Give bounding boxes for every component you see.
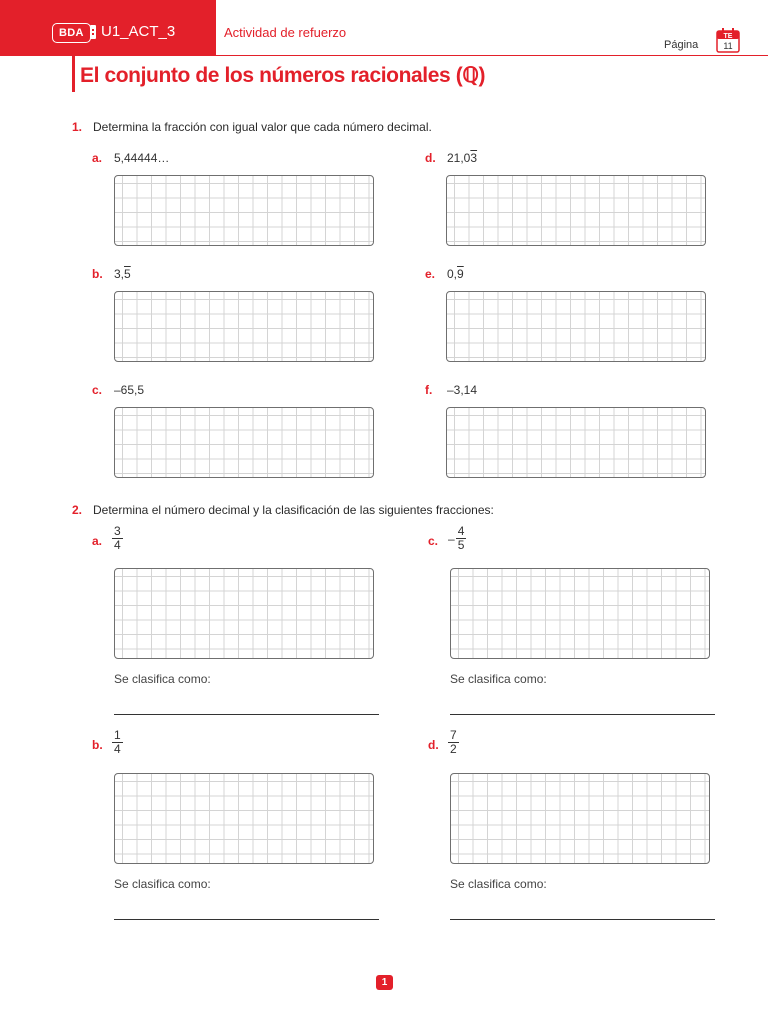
fraction (112, 729, 123, 756)
question-1-number: 1. (72, 120, 83, 134)
item-1d-letter: d. (425, 151, 436, 165)
numerator: 4 (457, 524, 465, 538)
te-label: TE (723, 33, 733, 40)
item-2c-letter: c. (428, 534, 439, 548)
answer-grid-1e[interactable] (446, 291, 706, 362)
question-2-text: Determina el número decimal y la clasificación de las siguientes fracciones: (93, 503, 494, 517)
item-1c-letter: c. (92, 383, 103, 397)
classify-label-2b: Se clasifica como: (114, 877, 211, 891)
item-1a-value: 5,44444… (114, 151, 170, 165)
brand-badge: BDA (52, 23, 91, 43)
item-1d-value (447, 150, 477, 166)
question-1-text: Determina la fracción con igual valor que cada número decimal. (93, 120, 432, 134)
fraction (112, 525, 123, 552)
classify-label-2c: Se clasifica como: (450, 672, 547, 686)
answer-grid-1d[interactable] (446, 175, 706, 246)
classify-label-2d: Se clasifica como: (450, 877, 547, 891)
page-label: Página (664, 39, 699, 51)
item-1a-letter: a. (92, 151, 103, 165)
activity-type: Actividad de refuerzo (224, 25, 347, 40)
answer-grid-1a[interactable] (114, 175, 374, 246)
item-2a-fraction (112, 525, 123, 554)
classify-label-2a: Se clasifica como: (114, 672, 211, 686)
answer-grid-2a[interactable] (114, 568, 374, 659)
item-2b-fraction (112, 729, 123, 758)
title-accent-bar (72, 54, 75, 92)
page-title-text: El conjunto de los números racionales (80, 64, 451, 87)
item-2b-letter: b. (92, 738, 103, 752)
answer-grid-1f[interactable] (446, 407, 706, 478)
activity-code: U1_ACT_3 (101, 23, 176, 40)
minus-sign: – (448, 532, 455, 546)
denominator: 4 (114, 538, 121, 552)
header-rule (216, 55, 768, 56)
item-2c-fraction (448, 525, 466, 554)
numerator: 3 (114, 524, 121, 538)
answer-grid-2d[interactable] (450, 773, 710, 864)
item-1c-value: –65,5 (114, 383, 145, 397)
item-1d-value-int: 21,0 (447, 151, 471, 165)
answer-grid-1b[interactable] (114, 291, 374, 362)
item-1d-value-period: 3 (470, 151, 478, 165)
item-1e-value (447, 266, 464, 282)
item-1e-value-int: 0, (447, 267, 458, 281)
answer-grid-2b[interactable] (114, 773, 374, 864)
item-1b-letter: b. (92, 267, 103, 281)
answer-grid-1c[interactable] (114, 407, 374, 478)
answer-grid-2c[interactable] (450, 568, 710, 659)
answer-line-2b[interactable] (114, 919, 379, 920)
item-1b-value (114, 266, 131, 282)
denominator: 4 (114, 742, 121, 756)
answer-line-2c[interactable] (450, 714, 715, 715)
rational-symbol: (ℚ) (455, 64, 486, 87)
item-2d-letter: d. (428, 738, 439, 752)
page-title (80, 62, 485, 90)
item-1f-value: –3,14 (447, 383, 478, 397)
item-1f-letter: f. (425, 383, 433, 397)
fraction (448, 729, 459, 756)
page-calendar-icon (716, 26, 740, 54)
item-2d-fraction (448, 729, 459, 758)
item-1b-value-int: 3, (114, 267, 125, 281)
item-2a-letter: a. (92, 534, 103, 548)
question-2-number: 2. (72, 503, 83, 517)
header-page-number: 11 (723, 41, 733, 51)
answer-line-2d[interactable] (450, 919, 715, 920)
numerator: 7 (450, 728, 457, 742)
answer-line-2a[interactable] (114, 714, 379, 715)
item-1e-letter: e. (425, 267, 436, 281)
numerator: 1 (114, 728, 121, 742)
denominator: 5 (457, 538, 465, 552)
denominator: 2 (450, 742, 457, 756)
footer-page-number: 1 (376, 975, 393, 990)
item-1e-value-period: 9 (457, 267, 464, 281)
separator-icon (90, 25, 96, 39)
item-1b-value-period: 5 (124, 267, 131, 281)
fraction (456, 525, 467, 552)
